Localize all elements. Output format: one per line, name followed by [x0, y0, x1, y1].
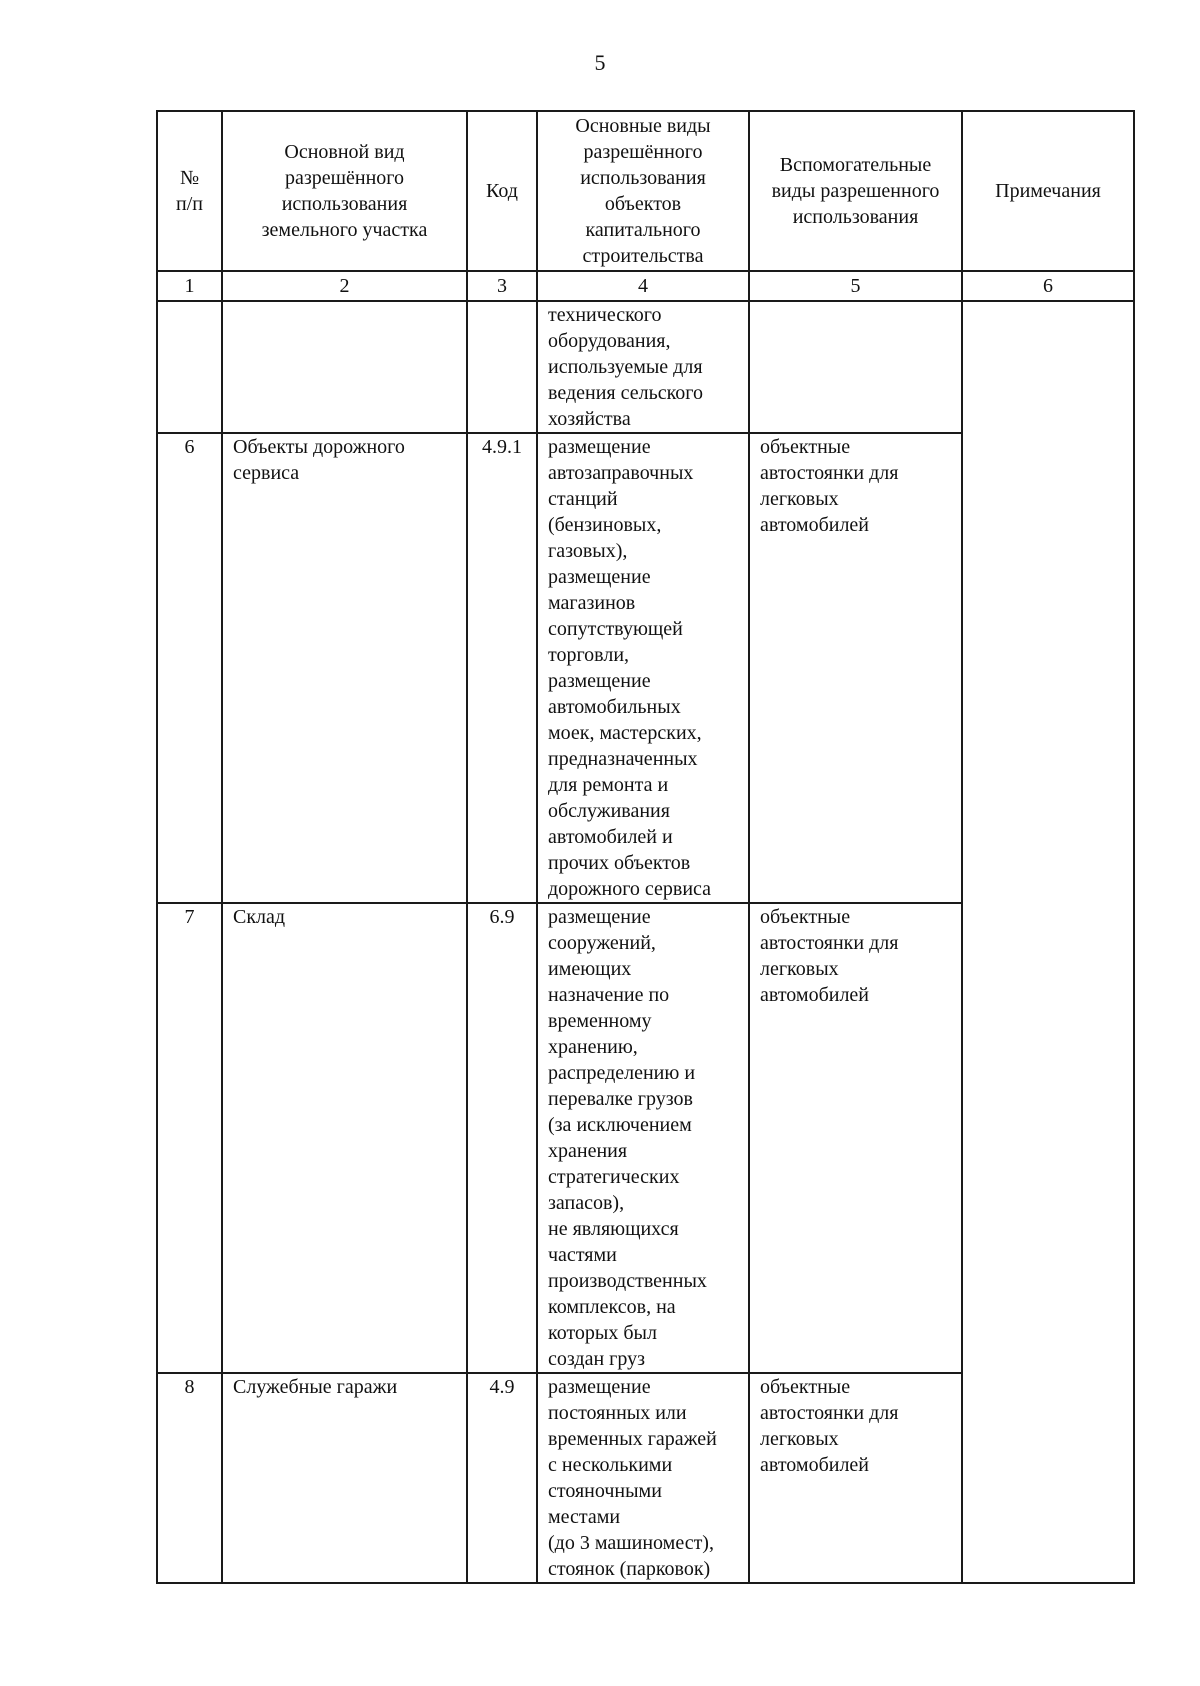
land-use-table — [156, 110, 1135, 1584]
use-type-text: Служебные гаражи — [233, 1376, 398, 1398]
use-type-text: Объекты дорожного сервиса — [233, 436, 405, 484]
main-uses-cell — [537, 301, 749, 433]
code-cell — [467, 433, 537, 903]
use-type-cell — [222, 1373, 467, 1583]
main-uses-text: размещение постоянных или временных гаражей с несколькими стояночными местами (до 3 машиномест), стоянок (парковок) — [548, 1376, 717, 1580]
row-number-cell — [157, 903, 222, 1373]
column-number: 3 — [467, 271, 537, 301]
header-number: № п/п — [157, 111, 222, 271]
code-cell — [467, 903, 537, 1373]
aux-uses-cell — [749, 1373, 962, 1583]
aux-uses-cell — [749, 433, 962, 903]
aux-uses-cell — [749, 301, 962, 433]
main-uses-text: технического оборудования, используемые для ведения сельского хозяйства — [548, 304, 703, 430]
code-cell — [467, 301, 537, 433]
column-number: 5 — [749, 271, 962, 301]
page-number: 5 — [594, 50, 606, 75]
header-code: Код — [467, 111, 537, 271]
use-type-cell — [222, 301, 467, 433]
code-text: 4.9.1 — [482, 436, 522, 458]
code-text: 4.9 — [489, 1376, 515, 1398]
aux-uses-text: объектные автостоянки для легковых автомобилей — [760, 1376, 899, 1476]
use-type-cell — [222, 433, 467, 903]
column-number: 2 — [222, 271, 467, 301]
column-number: 4 — [537, 271, 749, 301]
main-uses-cell — [537, 903, 749, 1373]
code-cell — [467, 1373, 537, 1583]
notes-cell — [962, 301, 1134, 1583]
row-number-cell — [157, 301, 222, 433]
use-type-text: Склад — [233, 906, 286, 928]
header-notes: Примечания — [962, 111, 1134, 271]
header-auxiliary-uses: Вспомогательные виды разрешенного использования — [749, 111, 962, 271]
aux-uses-text: объектные автостоянки для легковых автомобилей — [760, 906, 899, 1006]
aux-uses-cell — [749, 903, 962, 1373]
main-uses-text: размещение автозаправочных станций (бензиновых, газовых), размещение магазинов сопутствующей торговли, размещение автомобильных моек, мастерских, предназначенных для ремонта и обслуживания автомобилей и прочих объектов дорожного сервиса — [548, 436, 712, 900]
row-number: 8 — [184, 1376, 195, 1398]
main-uses-cell — [537, 1373, 749, 1583]
main-uses-text: размещение сооружений, имеющих назначение по временному хранению, распределению и перевалке грузов (за исключением хранения стратегических запасов), не являющихся частями производственных комплексов, на которых был создан груз — [548, 906, 707, 1370]
use-type-cell — [222, 903, 467, 1373]
table-header-row — [157, 111, 1134, 271]
table-row-continuation — [157, 301, 1134, 433]
header-main-use-type: Основной вид разрешённого использования земельного участка — [222, 111, 467, 271]
row-number-cell — [157, 433, 222, 903]
column-number: 6 — [962, 271, 1134, 301]
aux-uses-text: объектные автостоянки для легковых автомобилей — [760, 436, 899, 536]
column-number: 1 — [157, 271, 222, 301]
code-text: 6.9 — [489, 906, 515, 928]
main-uses-cell — [537, 433, 749, 903]
row-number: 7 — [184, 906, 195, 928]
header-main-capital-uses: Основные виды разрешённого использования объектов капитального строительства — [537, 111, 749, 271]
row-number-cell — [157, 1373, 222, 1583]
row-number: 6 — [184, 436, 195, 458]
column-number-row — [157, 271, 1134, 301]
